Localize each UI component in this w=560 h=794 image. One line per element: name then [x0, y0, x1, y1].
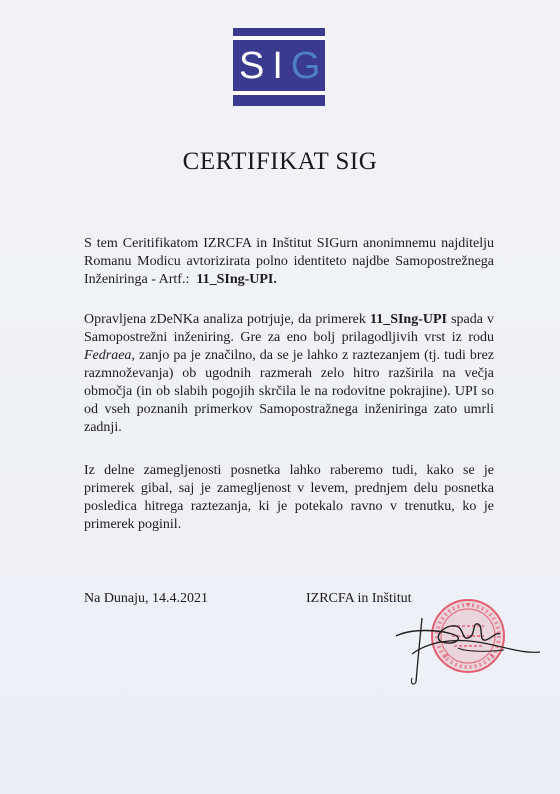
logo-bottom-stripe — [233, 91, 325, 95]
analysis-text-middle: spada v Samopostrežni inženiring. Gre za eno bolj prilagodljivih vrst iz rodu — [84, 312, 494, 345]
paragraph-authorization — [84, 235, 494, 289]
certificate-title: CERTIFIKAT SIG — [182, 148, 378, 175]
paragraph-analysis — [84, 311, 494, 437]
paragraph-motion: Iz delne zamegljenosti posnetka lahko raberemo tudi, kako se je primerek gibal, saj je zamegljenost v levem, prednjem delu posnetka posledica hitrega raztezanja, ki je potekalo ravno v trenutku, ko je primerek poginil. — [84, 463, 494, 532]
genus-name: Fedraea — [84, 348, 132, 363]
logo-letter-i: I — [272, 45, 291, 87]
artifact-id-inline: 11_SIng-UPI — [369, 312, 447, 327]
analysis-text-start: Opravljena zDeNKa analiza potrjuje, da primerek — [84, 312, 366, 327]
artifact-id: 11_SIng-UPI. — [196, 272, 277, 287]
logo-top-stripe — [233, 36, 325, 40]
handwritten-signature — [392, 608, 542, 688]
logo-letter-s: S — [239, 45, 273, 87]
logo-letters — [233, 45, 329, 87]
sig-logo — [233, 28, 329, 106]
paragraph-authorization-text: S tem Ceritifikatom IZRCFA in Inštitut SIGurn anonimnemu najditelju Romanu Modicu avtorizirata polno identiteto najdbe Samopostrežnega Inženiringa - Artf.: — [84, 236, 494, 287]
analysis-text-end: , zanjo pa je značilno, da se je lahko z raztezanjem (tj. tudi brez razmnoževanja) ob ugodnih razmerah zelo hitro razširila na večja območja (in ob slabih pogojih skrčila le na rodovitne pokrajine). UPI so od vseh poznanih primerkov Samopostražnega inženiringa zato umrli zadnji. — [84, 348, 494, 435]
logo-letter-g: G — [290, 45, 329, 87]
issuer-name: IZRCFA in Inštitut — [306, 591, 412, 606]
place-and-date: Na Dunaju, 14.4.2021 — [84, 591, 209, 606]
